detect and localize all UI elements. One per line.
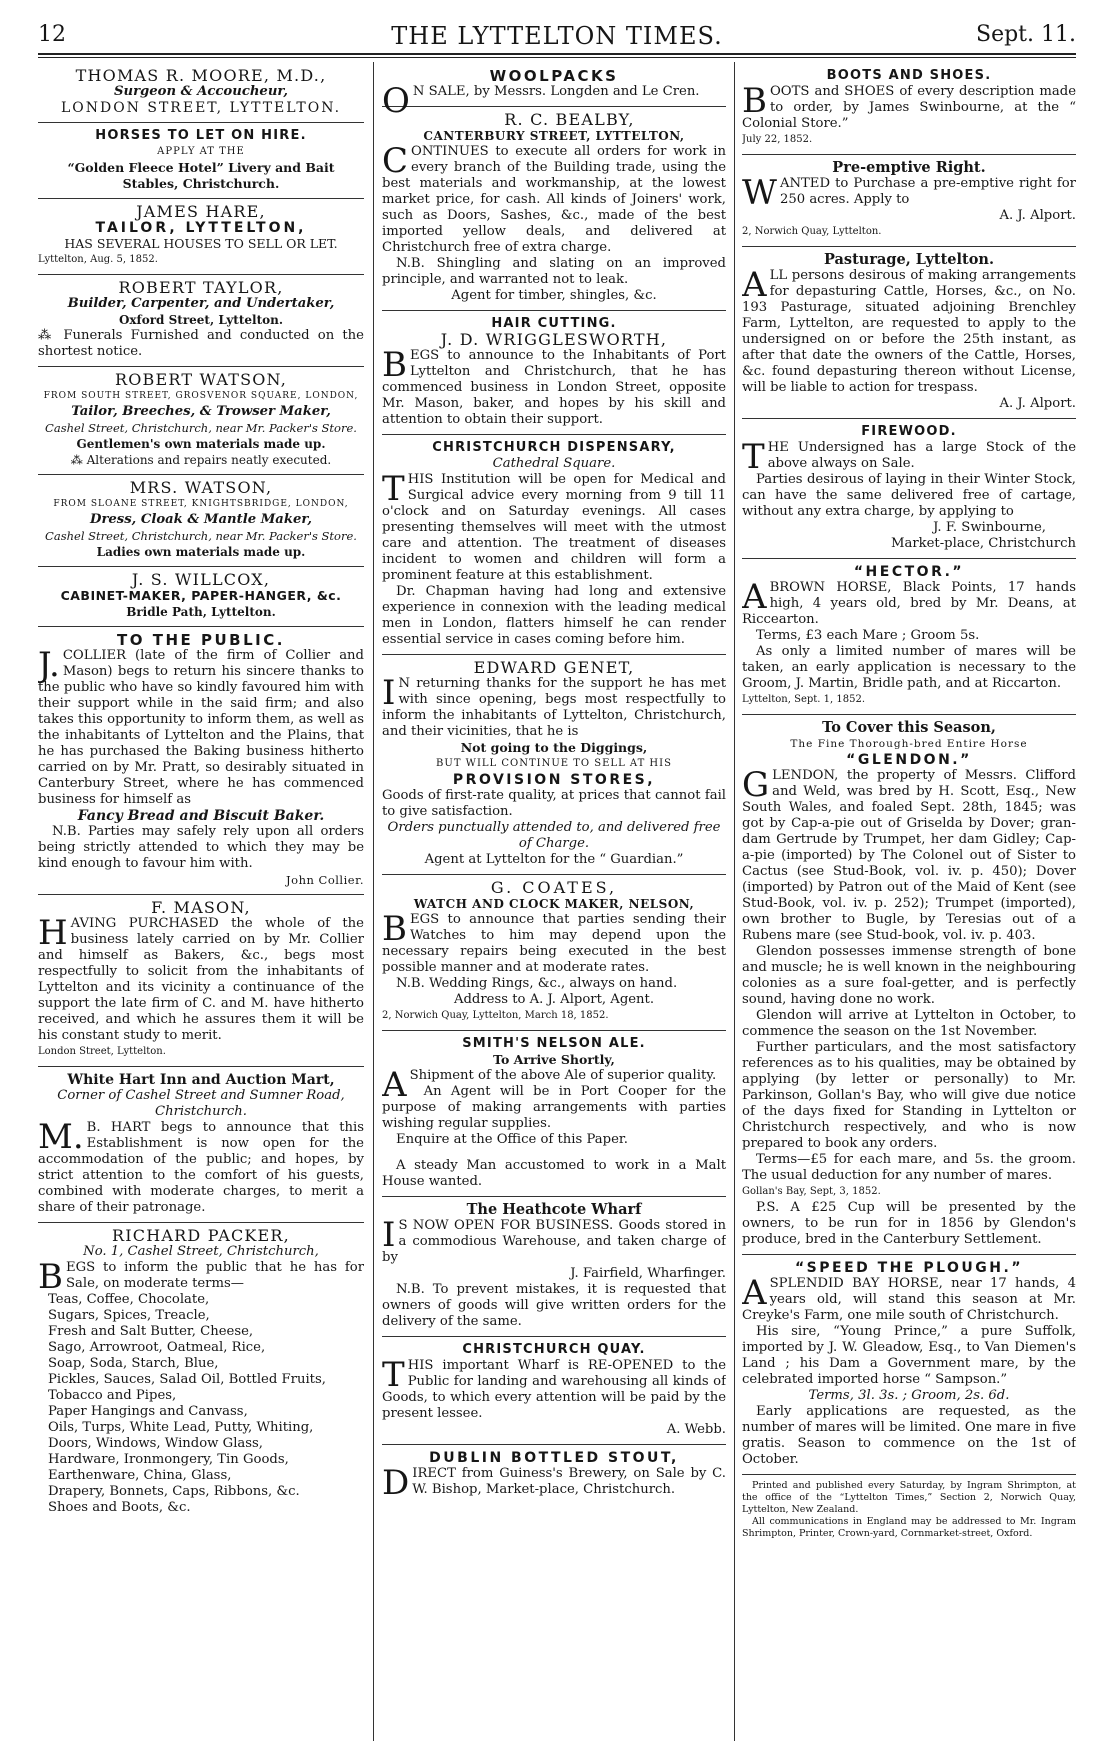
ad-text: His sire, “Young Prince,” a pure Suffolk, imported by J. W. Gleadow, Esq., to Van Diemen's Land ; his Dam a Government mare, by the celebrated imported horse “ Sampson.”: [742, 1324, 1076, 1387]
ad-text: S NOW OPEN FOR BUSINESS. Goods stored in a commodious Warehouse, and taken charge of by: [382, 1218, 726, 1265]
imprint: [742, 1478, 1076, 1543]
ad-text: N.B. Shingling and slating on an improved principle, and warranted not to leak.: [382, 256, 726, 287]
ad-nelson-ale: [382, 1034, 726, 1193]
drop-cap: B: [382, 909, 407, 949]
ad-text: SPLENDID BAY HORSE, near 17 hands, 4 years old, will stand this season at Mr. Creyke's Farm, one mile south of Christchurch.: [742, 1276, 1076, 1323]
drop-cap: C: [382, 141, 409, 181]
ad-text: N.B. To prevent mistakes, it is requested that owners of goods will give written orders for the delivery of the same.: [382, 1282, 726, 1329]
ad-hector: [742, 562, 1076, 711]
ad-heading: BOOTS AND SHOES.: [826, 68, 992, 83]
ad-text: N.B. Parties may safely rely upon all orders being strictly attended to which they may be kind enough to favour him with.: [38, 824, 364, 871]
ad-white-hart: [38, 1070, 364, 1219]
ad-preemptive: [742, 158, 1076, 243]
ad-text: The Fine Thorough-bred Entire Horse: [790, 738, 1028, 750]
ad-bealby: [382, 110, 726, 307]
ad-text: HIS important Wharf is RE-OPENED to the Public for landing and warehousing all kinds of Goods, to which every attention will be paid by the present lessee.: [382, 1358, 726, 1421]
ad-fmason: [38, 898, 364, 1063]
column-divider: [734, 62, 735, 1741]
ad-date: Lyttelton, Sept. 1, 1852.: [742, 694, 865, 705]
ad-name: ROBERT TAYLOR,: [118, 278, 284, 297]
ad-text: N returning thanks for the support he has met with since opening, begs most respectfully to inform the inhabitants of Lyttelton, Christchurch, and their vicinities, that he is: [382, 676, 726, 739]
ad-text: ONTINUES to execute all orders for work in every branch of the Building trade, using the best materials and workmanship, at the lowest market price, for cash. All kinds of Joiners' work, such as Doors, Sashes, &c., made of the best imported yellow deals, and delivered at Christchurch free of extra charge.: [382, 144, 726, 255]
page-header: [38, 22, 1076, 50]
ad-text: An Agent will be in Port Cooper for the purpose of making arrangements with parties wishing regular supplies.: [382, 1084, 726, 1131]
ad-separator: [382, 1336, 726, 1337]
drop-cap: H: [38, 913, 68, 953]
ad-name: JAMES HARE,: [136, 202, 266, 221]
imprint-text: All communications in England may be addressed to Mr. Ingram Shrimpton, Printer, Crown-yard, Cornmarket-street, Oxford.: [742, 1516, 1076, 1539]
ad-name: R. C. BEALBY,: [504, 110, 635, 129]
ad-name: G. COATES,: [490, 878, 618, 897]
ad-date: Gollan's Bay, Sept, 3, 1852.: [742, 1186, 881, 1197]
ad-address: Cashel Street, Christchurch, near Mr. Packer's Store.: [45, 529, 357, 543]
ad-dublin-stout: [382, 1448, 726, 1501]
ad-text: Agent at Lyttelton for the “ Guardian.”: [424, 852, 684, 867]
ad-text: Parties desirous of laying in their Winter Stock, can have the same delivered free of cartage, without any extra charge, by applying to: [742, 472, 1076, 519]
ad-name: RICHARD PACKER,: [112, 1226, 290, 1245]
ad-trade: WATCH AND CLOCK MAKER, NELSON,: [413, 897, 695, 911]
ad-text: Not going to the Diggings,: [460, 740, 648, 755]
ad-text: B. HART begs to announce that this Establishment is now open for the accommodation of the public; and hopes, by strict attention to the comfort of his guests, combined with moderate charges, to merit a share of their patronage.: [38, 1120, 364, 1215]
ad-text: APPLY AT THE: [157, 146, 245, 157]
drop-cap: O: [382, 81, 410, 121]
ad-text: “Golden Fleece Hotel” Livery and Bait Stables, Christchurch.: [67, 160, 335, 191]
list-item: Drapery, Bonnets, Caps, Ribbons, &c.: [48, 1484, 300, 1499]
ad-coates: [382, 878, 726, 1027]
ad-text: Dr. Chapman having had long and extensive experience in connexion with the leading medical men in London, flatters himself he can render essential service in cases coming before him.: [382, 584, 726, 647]
ad-text: Gentlemen's own materials made up.: [76, 437, 326, 451]
list-item: Oils, Turps, White Lead, Putty, Whiting,: [48, 1420, 314, 1435]
ad-separator: [382, 434, 726, 435]
ad-signature: J. F. Swinbourne,: [933, 520, 1046, 535]
ad-text: COLLIER (late of the firm of Collier and Mason) begs to return his sincere thanks to the public who have so kindly favoured him with their support while in the said firm; and also takes this opportunity to inform them, as well as the inhabitants of Lyttelton and the Plains, that he has purchased the Baking business hitherto carried on by Mr. Pratt, so desirably situated in Canterbury Street, where he has commenced business for himself as: [38, 648, 364, 807]
ad-speed-the-plough: [742, 1258, 1076, 1471]
ad-heading: HORSES TO LET ON HIRE.: [95, 128, 307, 143]
page-number: 12: [38, 22, 66, 47]
column-divider: [373, 62, 374, 1741]
list-item: Tobacco and Pipes,: [48, 1388, 177, 1403]
drop-cap: T: [382, 469, 405, 509]
ad-text: OOTS and SHOES of every description made to order, by James Swinbourne, at the “ Colonial Store.”: [742, 84, 1076, 131]
ad-name: THOMAS R. MOORE, M.D.,: [75, 66, 327, 85]
ad-text: ANTED to Purchase a pre-emptive right for 250 acres. Apply to: [779, 176, 1076, 207]
drop-cap: B: [38, 1257, 63, 1297]
ad-date: Lyttelton, Aug. 5, 1852.: [38, 254, 158, 265]
drop-cap: A: [382, 1065, 407, 1105]
ad-text: AVING PURCHASED the whole of the business lately carried on by Mr. Collier and himself as Bakers, &c., begs most respectfully to solicit from the inhabitants of Lyttelton and its vicinity a continuance of the support the late firm of C. and M. have hitherto received, and which he assures them it will be his constant study to merit.: [38, 916, 364, 1043]
column-3: [742, 66, 1076, 1741]
ad-separator: [742, 714, 1076, 715]
ad-heading: WOOLPACKS: [489, 67, 619, 85]
column-1: [38, 66, 364, 1741]
ad-address: London Street, Lyttelton.: [38, 1046, 166, 1057]
ad-text: HE Undersigned has a large Stock of the above always on Sale.: [767, 440, 1076, 471]
ad-heading: CHRISTCHURCH QUAY.: [462, 1342, 646, 1357]
ad-separator: [38, 366, 364, 367]
ad-taylor: [38, 278, 364, 363]
list-item: Earthenware, China, Glass,: [48, 1468, 232, 1483]
ad-separator: [382, 1030, 726, 1031]
ad-signature: A. J. Alport.: [999, 208, 1076, 223]
newspaper-title: THE LYTTELTON TIMES.: [391, 22, 723, 50]
ad-text: Terms, 3l. 3s. ; Groom, 2s. 6d.: [808, 1388, 1010, 1403]
ad-separator: [742, 558, 1076, 559]
ad-separator: [382, 654, 726, 655]
ad-text: BROWN HORSE, Black Points, 17 hands high, 4 years old, bred by Mr. Deans, at Riccearton.: [742, 580, 1076, 627]
ad-text: FROM SLOANE STREET, KNIGHTSBRIDGE, LONDON,: [53, 499, 349, 509]
ad-willcox: [38, 570, 364, 623]
ad-text: Address to A. J. Alport, Agent.: [453, 992, 655, 1007]
ad-text: Shipment of the above Ale of superior quality.: [409, 1068, 717, 1083]
ad-separator: [382, 1444, 726, 1445]
ad-packer: [38, 1226, 364, 1519]
ad-separator: [38, 474, 364, 475]
ad-glendon: [742, 718, 1076, 1251]
list-item: Paper Hangings and Canvass,: [48, 1404, 248, 1419]
ad-separator: [742, 1254, 1076, 1255]
drop-cap: B: [382, 345, 407, 385]
ad-signature: A. Webb.: [666, 1422, 726, 1437]
drop-cap: A: [742, 1273, 767, 1313]
ad-address: Oxford Street, Lyttelton.: [118, 313, 284, 327]
ad-separator: [742, 1474, 1076, 1475]
ad-date: 2, Norwich Quay, Lyttelton, March 18, 1852.: [382, 1010, 609, 1021]
ad-text: N.B. Wedding Rings, &c., always on hand.: [396, 976, 678, 991]
list-item: Hardware, Ironmongery, Tin Goods,: [48, 1452, 289, 1467]
ad-hair-cutting: [382, 314, 726, 431]
ad-pasturage: [742, 250, 1076, 415]
ad-text: Glendon possesses immense strength of bone and muscle; he is well known in the neighbouring colonies as a sure foal-getter, and is perfectly sound, having done no work.: [742, 944, 1076, 1007]
column-2: [382, 66, 726, 1741]
ad-separator: [382, 106, 726, 107]
ad-name: J. D. WRIGGLESWORTH,: [440, 330, 668, 349]
ad-text: Ladies own materials made up.: [96, 545, 306, 559]
ad-separator: [38, 198, 364, 199]
ad-address: Market-place, Christchurch: [890, 536, 1076, 551]
ad-moore: [38, 66, 364, 119]
ad-separator: [38, 1222, 364, 1223]
ad-text: FROM SOUTH STREET, GROSVENOR SQUARE, LONDON,: [43, 391, 359, 401]
list-item: Shoes and Boots, &c.: [48, 1500, 191, 1515]
ad-date: July 22, 1852.: [742, 134, 813, 145]
ad-separator: [742, 154, 1076, 155]
ad-name: “GLENDON.”: [846, 752, 972, 768]
ad-christchurch-quay: [382, 1340, 726, 1441]
list-item: Fresh and Salt Butter, Cheese,: [48, 1324, 254, 1339]
ad-separator: [38, 274, 364, 275]
ad-text: EGS to inform the public that he has for Sale, on moderate terms—: [66, 1260, 364, 1291]
list-item: Sugars, Spices, Treacle,: [48, 1308, 210, 1323]
ad-trade: Tailor, Breeches, & Trowser Maker,: [71, 404, 331, 419]
ad-text: LL persons desirous of making arrangements for depasturing Cattle, Horses, &c., on No. 193 Pasturage, situated adjoining Brenchley Farm, Lyttelton, are requested to apply to the undersigned on or before the 25th instant, as after that date the owners of the Cattle, Horses, &c. found depasturing thereon without License, will be liable to action for trespass.: [742, 268, 1076, 395]
ad-separator: [38, 1066, 364, 1067]
ad-boots: [742, 66, 1076, 151]
drop-cap: T: [742, 437, 765, 477]
ad-name: F. MASON,: [151, 898, 251, 917]
ad-address: Bridle Path, Lyttelton.: [126, 605, 276, 619]
ad-heading: Pasturage, Lyttelton.: [824, 251, 994, 268]
ad-text: Orders punctually attended to, and delivered free of Charge.: [387, 820, 721, 851]
ad-trade: Builder, Carpenter, and Undertaker,: [67, 296, 335, 311]
ad-name: J. S. WILLCOX,: [131, 570, 271, 589]
ad-address: CANTERBURY STREET, LYTTELTON,: [423, 129, 685, 143]
ad-trade: Fancy Bread and Biscuit Baker.: [77, 808, 325, 824]
ad-text: EGS to announce to the Inhabitants of Port Lyttelton and Christchurch, that he has commenced business in London Street, opposite Mr. Mason, baker, and hopes by his skill and attention to obtain their support.: [382, 348, 726, 427]
ad-text: N SALE, by Messrs. Longden and Le Cren.: [412, 84, 700, 99]
ad-text: ⁂ Funerals Furnished and conducted on the shortest notice.: [38, 328, 364, 359]
ad-separator: [38, 566, 364, 567]
ad-heading: CHRISTCHURCH DISPENSARY,: [432, 440, 676, 455]
ad-hare: [38, 202, 364, 271]
drop-cap: A: [742, 577, 767, 617]
ad-text: HAS SEVERAL HOUSES TO SELL OR LET.: [64, 236, 338, 251]
ad-signature: J. Fairfield, Wharfinger.: [570, 1266, 726, 1281]
ad-text: Early applications are requested, as the number of mares will be limited. One mare in five gratis. Season to commence on the 1st of October.: [742, 1404, 1076, 1467]
ad-text: LENDON, the property of Messrs. Clifford and Weld, was bred by H. Scott, Esq., New South Wales, and foaled Sept. 28th, 1845; was got by Cap-a-pie out of Griselda by Dover; gran-dam Gertrude by Trumpet, her dam Gidley; Cap-a-pie (imported) by The Colonel out of Sister to Cactus (see Stud-Book, vol. iv. p. 450); Dover (imported) by Patron out of the Maid of Kent (see Stud-Book, vol. iv. p. 252); Trumpet (imported), own brother to Bugle, by Teresias out of a Rubens mare (see Stud-book, vol. iv. p. 403.: [742, 768, 1076, 943]
ad-address: Cathedral Square.: [492, 456, 616, 471]
ad-text: EGS to announce that parties sending their Watches to him may depend upon the necessary repairs being executed in the best possible manner and at moderate rates.: [382, 912, 726, 975]
header-rule-thin: [38, 57, 1076, 58]
ad-text: Agent for timber, shingles, &c.: [451, 288, 657, 303]
ad-to-the-public: [38, 630, 364, 891]
drop-cap: I: [382, 1215, 396, 1255]
ad-text: BUT WILL CONTINUE TO SELL AT HIS: [436, 758, 672, 769]
ad-heading: The Heathcote Wharf: [466, 1201, 642, 1218]
ad-separator: [38, 626, 364, 627]
ad-address: Cashel Street, Christchurch, near Mr. Packer's Store.: [45, 421, 357, 435]
drop-cap: A: [742, 265, 767, 305]
ad-mrs-watson: [38, 478, 364, 563]
ad-text: Goods of first-rate quality, at prices that cannot fail to give satisfaction.: [382, 788, 726, 819]
ad-robert-watson: [38, 370, 364, 471]
goods-list: [38, 1292, 364, 1516]
ad-heading: HAIR CUTTING.: [491, 316, 617, 331]
ad-name: ROBERT WATSON,: [114, 370, 288, 389]
ad-signature: John Collier.: [286, 873, 364, 887]
ad-text: P.S. A £25 Cup will be presented by the owners, to be run for in 1856 by Glendon's produce, bred in the Canterbury Settlement.: [742, 1200, 1076, 1247]
issue-date: Sept. 11.: [976, 22, 1076, 47]
ad-genet: [382, 658, 726, 871]
list-item: Soap, Soda, Starch, Blue,: [48, 1356, 219, 1371]
ad-dispensary: [382, 438, 726, 651]
imprint-text: Printed and published every Saturday, by Ingram Shrimpton, at the office of the “Lyttelton Times,” Section 2, Norwich Quay, Lyttelton, New Zealand.: [742, 1480, 1076, 1515]
ad-address: No. 1, Cashel Street, Christchurch,: [83, 1244, 319, 1259]
ad-heading: PROVISION STORES,: [452, 772, 656, 788]
ad-text: ⁂ Alterations and repairs neatly executed.: [70, 453, 332, 467]
ad-trade: CABINET-MAKER, PAPER-HANGER, &c.: [60, 588, 342, 603]
ad-heading: To Cover this Season,: [822, 719, 996, 736]
ad-heading: FIREWOOD.: [861, 424, 957, 439]
ad-heading: “SPEED THE PLOUGH.”: [794, 1260, 1024, 1276]
drop-cap: J.: [38, 645, 60, 685]
list-item: Pickles, Sauces, Salad Oil, Bottled Fruits,: [48, 1372, 326, 1387]
ad-trade: TAILOR, LYTTELTON,: [95, 220, 307, 236]
list-item: Teas, Coffee, Chocolate,: [48, 1292, 210, 1307]
ad-text: Enquire at the Office of this Paper.: [396, 1132, 628, 1147]
ad-heading: Pre-emptive Right.: [832, 159, 986, 176]
drop-cap: D: [382, 1463, 410, 1503]
ad-address: 2, Norwich Quay, Lyttelton.: [742, 226, 882, 237]
ad-heathcote-wharf: [382, 1200, 726, 1333]
list-item: Sago, Arrowroot, Oatmeal, Rice,: [48, 1340, 266, 1355]
ad-address: Corner of Cashel Street and Sumner Road, Christchurch.: [57, 1088, 345, 1119]
drop-cap: G: [742, 765, 770, 805]
ad-text: As only a limited number of mares will be taken, an early application is necessary to the Groom, J. Martin, Bridle path, and at Riccarton.: [742, 644, 1076, 691]
ad-separator: [742, 246, 1076, 247]
ad-text: IRECT from Guiness's Brewery, on Sale by C. W. Bishop, Market-place, Christchurch.: [412, 1466, 726, 1497]
ad-text: HIS Institution will be open for Medical and Surgical advice every morning from 9 till 11 o'clock and on Saturday evenings. All cases presenting themselves will meet with the utmost care and attention. The treatment of diseases incident to women and children will form a prominent feature at this establishment.: [382, 472, 726, 583]
ad-separator: [382, 874, 726, 875]
ad-text: To Arrive Shortly,: [493, 1052, 615, 1067]
ad-text: A steady Man accustomed to work in a Malt House wanted.: [382, 1158, 726, 1189]
ad-address: LONDON STREET, LYTTELTON.: [60, 100, 342, 116]
ad-firewood: [742, 422, 1076, 555]
drop-cap: W: [742, 173, 777, 213]
drop-cap: M.: [38, 1117, 84, 1157]
list-item: Doors, Windows, Window Glass,: [48, 1436, 263, 1451]
ad-heading: DUBLIN BOTTLED STOUT,: [429, 1450, 679, 1466]
ad-text: Terms—£5 for each mare, and 5s. the groom. The usual deduction for any number of mares.: [742, 1152, 1076, 1183]
ad-separator: [742, 418, 1076, 419]
ad-separator: [382, 310, 726, 311]
ad-separator: [38, 894, 364, 895]
drop-cap: T: [382, 1355, 405, 1395]
ad-heading: “HECTOR.”: [853, 564, 965, 580]
ad-heading: TO THE PUBLIC.: [117, 631, 285, 649]
ad-separator: [38, 122, 364, 123]
ad-heading: SMITH'S NELSON ALE.: [462, 1036, 646, 1051]
ad-heading: White Hart Inn and Auction Mart,: [67, 1072, 335, 1088]
ad-signature: A. J. Alport.: [999, 396, 1076, 411]
ad-trade: Dress, Cloak & Mantle Maker,: [90, 512, 312, 527]
ad-text: Glendon will arrive at Lyttelton in October, to commence the season on the 1st November.: [742, 1008, 1076, 1039]
drop-cap: I: [382, 673, 396, 713]
ad-text: Terms, £3 each Mare ; Groom 5s.: [756, 628, 980, 643]
ad-horses: [38, 126, 364, 195]
ad-trade: Surgeon & Accoucheur,: [114, 84, 288, 99]
ad-name: MRS. WATSON,: [129, 478, 273, 497]
drop-cap: B: [742, 81, 767, 121]
ad-text: Further particulars, and the most satisfactory references as to his qualities, may be obtained by applying (by letter or personally) to Mr. Parkinson, Gollan's Bay, who will give due notice of the days fixed for Standing in Lyttelton or Christchurch respectively, and who is now prepared to book any orders.: [742, 1040, 1076, 1151]
ad-name: EDWARD GENET,: [473, 658, 635, 677]
header-rule: [38, 53, 1076, 55]
ad-separator: [382, 1196, 726, 1197]
